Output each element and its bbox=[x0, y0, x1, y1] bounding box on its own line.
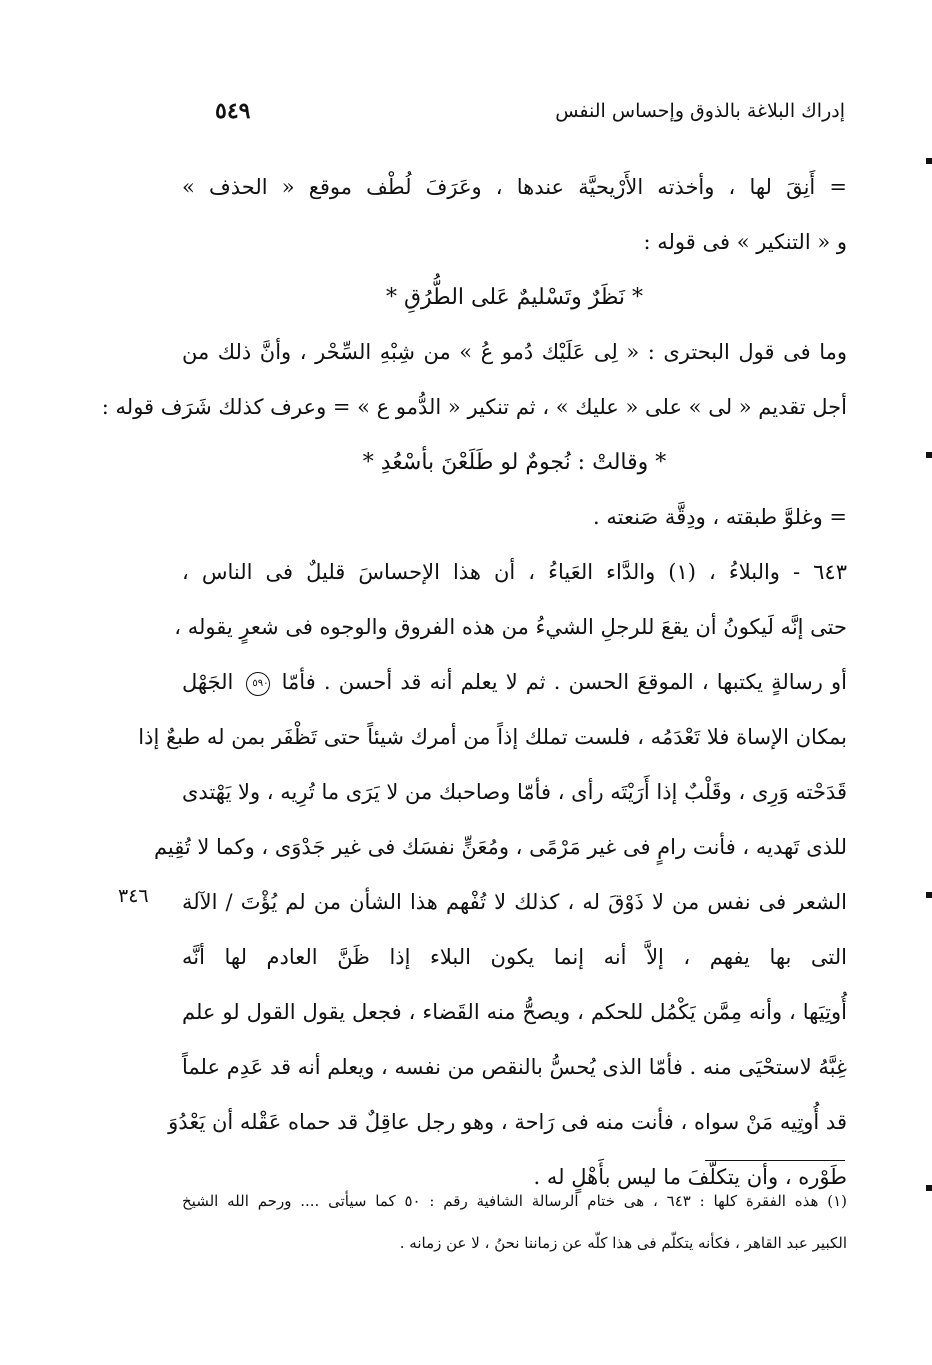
verse-line: * نَظَرٌ وتَسْليمٌ عَلى الطُّرُقِ * bbox=[385, 285, 644, 310]
text-line: حتى إنَّه لَيكونُ أن يقعَ للرجلِ الشيءُ من هذه الفروق والوجوه فى شعرٍ يقوله ، bbox=[174, 615, 847, 639]
footnotes bbox=[182, 1180, 847, 1264]
text-line bbox=[182, 655, 847, 710]
text-line: أجل تقديم « لى » على « عليك » ، ثم تنكير « الدُّمو ع » = وعرف كذلك شَرَف قوله : bbox=[101, 395, 847, 419]
page-marker-circle: ٥٩٠ bbox=[246, 672, 270, 696]
text-line-part: الجَهْل bbox=[182, 670, 234, 694]
margin-bullet bbox=[926, 158, 932, 164]
text-line: وما فى قول البحترى : « لِى عَلَيْك دُمو عُ » من شِبْهِ السِّحْر ، وأنَّ ذلك من bbox=[182, 340, 847, 364]
text-line: = وغلوَّ طبقته ، ودِقَّة صَنعته . bbox=[593, 505, 847, 529]
running-header bbox=[215, 96, 845, 132]
text-line: بمكان الإساة فلا تَعْدَمُه ، فلست تملك إذاً من أمرك شيئاً حتى تَظْفَر بمن له طبعٌ إذا bbox=[138, 725, 847, 749]
verse-line: * وقالتْ : نُجومٌ لو طَلَعْنَ بأسْعُدِ * bbox=[362, 450, 667, 475]
margin-bullet bbox=[926, 1185, 932, 1191]
margin-bullet bbox=[926, 452, 932, 458]
margin-page-reference: ٣٤٦ bbox=[118, 885, 149, 907]
footnote-line: (١) هذه الفقرة كلها : ٦٤٣ ، هى ختام الرسالة الشافية رقم : ٥٠ كما سيأتى .... ورحم الله الشيخ bbox=[182, 1192, 847, 1210]
text-line: و « التنكير » فى قوله : bbox=[643, 230, 847, 254]
paragraph-start-line: ٦٤٣ - والبلاءُ ، (١) والدَّاء العَياءُ ، أن هذا الإحساسَ قليلٌ فى الناس ، bbox=[182, 560, 847, 584]
margin-bullet bbox=[926, 892, 932, 898]
text-line: قَدَحْته وَرِى ، وقَلْبٌ إذا أَرَيْتَه رأى ، فأمّا وصاحبك من لا يَرَى ما تُرِيه ، ولا يَهْتدى bbox=[182, 780, 847, 804]
text-line: قد أُوتِيه مَنْ سواه ، فأنت منه فى رَاحة ، وهو رجل عاقِلٌ قد حماه عَقْله أن يَعْدُوَ bbox=[168, 1110, 847, 1134]
header-title: إدراك البلاغة بالذوق وإحساس النفس bbox=[555, 100, 845, 122]
text-line: للذى تَهديه ، فأنت رامٍ فى غير مَرْمًى ، ومُعَنٍّ نفسَك فى غير جَدْوَى ، وكما لا تُقِيم bbox=[153, 835, 847, 859]
text-line: = أَنِقَ لها ، وأخذته الأَرْيحيَّة عندها ، وعَرَفَ لُطْف موقع « الحذف » bbox=[182, 175, 847, 199]
page-number: ٥٤٩ bbox=[215, 98, 251, 124]
text-line: أُوتِيَها ، وأنه مِمَّن يَكْمُل للحكم ، ويصحُّ منه القَضاء ، فجعل يقول القول لو علم bbox=[182, 1000, 847, 1024]
text-line: الشعر فى نفس من لا ذَوْقَ له ، كذلك لا تُفْهم هذا الشأن من لم يُؤْتَ / الآلة bbox=[182, 890, 847, 914]
text-line: طَوْره ، وأن يتكلّفَ ما ليس بأَهْلٍ له . bbox=[533, 1165, 847, 1189]
text-line: غِبَّهُ لاستحْيَى منه . فأمّا الذى يُحسُّ بالنقص من نفسه ، ويعلم أنه قد عَدِم علماً bbox=[182, 1055, 847, 1079]
text-line-part: أو رسالةٍ يكتبها ، الموقعَ الحسن . ثم لا يعلم أنه قد أحسن . فأمّا bbox=[281, 670, 847, 694]
text-line: التى بها يفهم ، إلاَّ أنه إنما يكون البلاء إذا ظَنَّ العادم لها أنَّه bbox=[182, 945, 847, 969]
footnote-divider bbox=[705, 1160, 845, 1161]
footnote-line: الكبير عبد القاهر ، فكأنه يتكلّم فى هذا كلّه عن زماننا نحنُ ، لا عن زمانه . bbox=[399, 1234, 847, 1252]
